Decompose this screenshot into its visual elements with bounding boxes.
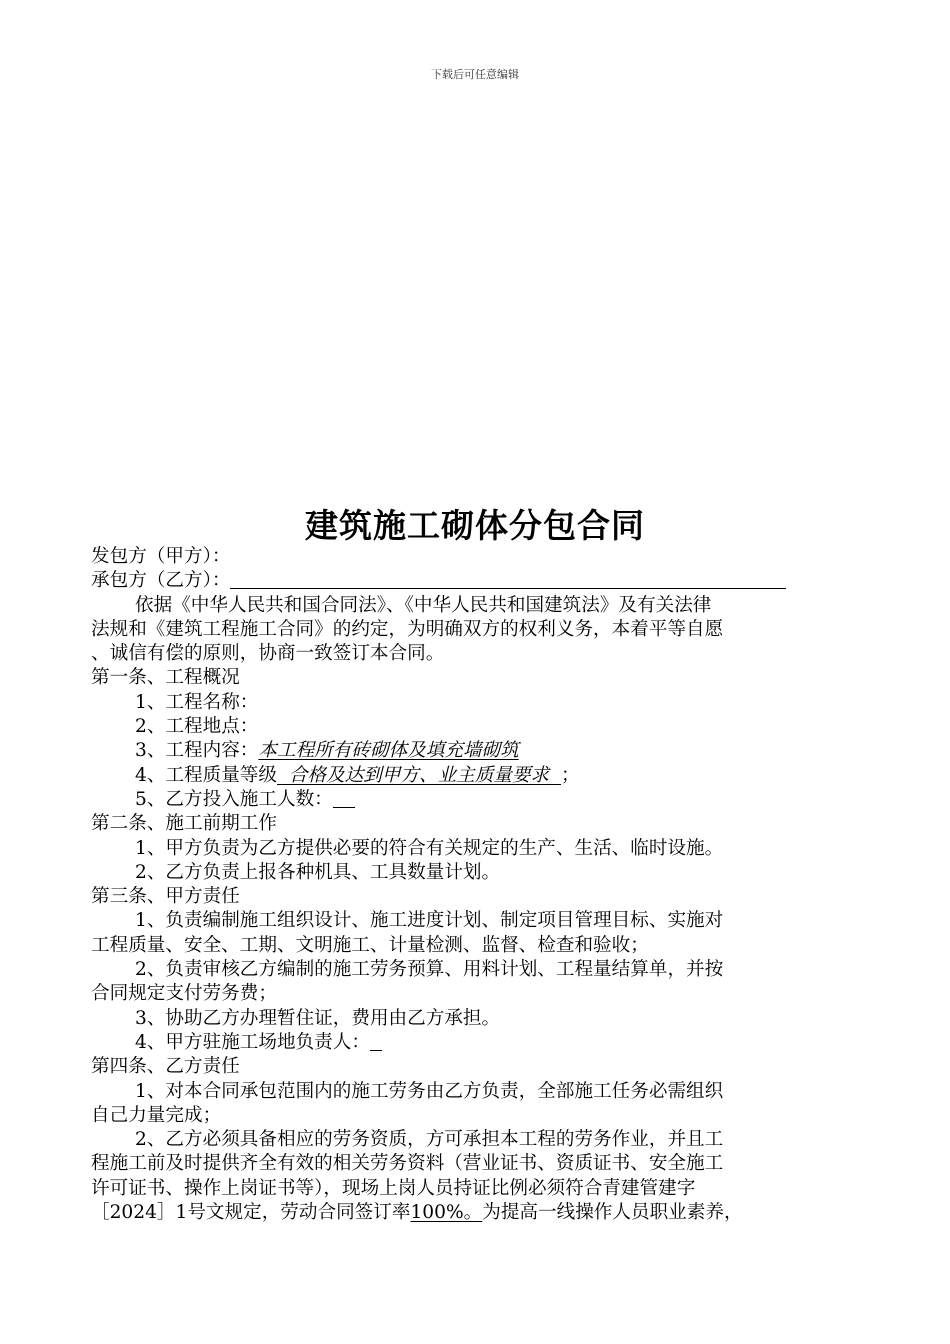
project-content-label: 3、工程内容：: [135, 740, 259, 762]
contract-body: [91, 545, 861, 1225]
quality-grade-label: 4、工程质量等级: [135, 764, 277, 786]
contract-title: 建筑施工砌体分包合同: [305, 506, 645, 545]
article-3-heading: 第三条、甲方责任: [91, 886, 240, 908]
project-content-item: [91, 739, 861, 763]
party-b-blank: [230, 570, 786, 589]
party-b-label: 承包方（乙方）：: [91, 570, 231, 592]
intro-line-1: 依据《中华人民共和国合同法》、《中华人民共和国建筑法》及有关法律: [135, 594, 712, 616]
article-4-item-2d: [91, 1201, 861, 1225]
workers-count-blank: [333, 789, 355, 808]
article-3-item-1b: 工程质量、安全、工期、文明施工、计量检测、监督、检查和验收；: [91, 934, 649, 956]
party-a-label: 发包方（甲方）：: [91, 546, 231, 567]
workers-count-item: [91, 788, 861, 812]
site-manager-blank: [370, 1032, 382, 1051]
workers-count-label: 5、乙方投入施工人数：: [135, 788, 333, 810]
article-3-item-2a: 2、负责审核乙方编制的施工劳务预算、用料计划、工程量结算单，并按: [135, 959, 724, 981]
article-3-item-3: 3、协助乙方办理暂住证，费用由乙方承担。: [135, 1007, 501, 1029]
site-manager-label: 4、甲方驻施工场地负责人：: [135, 1031, 370, 1053]
article-1-heading: 第一条、工程概况: [91, 667, 240, 689]
quality-grade-tail: ；: [560, 764, 580, 786]
article-4-heading: 第四条、乙方责任: [91, 1056, 240, 1078]
intro-line-3: 、诚信有偿的原则，协商一致签订本合同。: [91, 643, 445, 665]
project-location-item: 2、工程地点：: [135, 716, 259, 738]
quality-grade-item: [91, 764, 861, 788]
article-4-item-2c: 许可证书、操作上岗证书等），现场上岗人员持证比例必须符合青建管建字: [91, 1177, 696, 1199]
article-4-item-2b: 程施工前及时提供齐全有效的相关劳务资料（营业证书、资质证书、安全施工: [91, 1153, 724, 1175]
article-4-item-2d-post: 为提高一线操作人员职业素养，: [482, 1202, 743, 1224]
project-content-value: 本工程所有砖砌体及填充墙砌筑: [258, 740, 519, 762]
article-4-item-1b: 自己力量完成；: [91, 1104, 222, 1126]
article-4-item-1a: 1、对本合同承包范围内的施工劳务由乙方负责，全部施工任务必需组织: [135, 1080, 724, 1102]
article-3-item-2b: 合同规定支付劳务费；: [91, 983, 277, 1005]
project-name-item: 1、工程名称：: [135, 691, 259, 713]
article-3-item-4: [91, 1031, 861, 1055]
contract-rate-value: 100%。: [410, 1202, 483, 1224]
quality-grade-value: 合格及达到甲方、业主质量要求: [277, 764, 561, 786]
party-b-line: [91, 569, 861, 593]
article-2-item-2: 2、乙方负责上报各种机具、工具数量计划。: [135, 861, 501, 883]
article-2-heading: 第二条、施工前期工作: [91, 813, 277, 835]
article-4-item-2d-pre: ［2024］1号文规定，劳动合同签订率: [91, 1202, 411, 1224]
header-note: 下载后可任意编辑: [431, 68, 519, 81]
intro-line-2: 法规和《建筑工程施工合同》的约定，为明确双方的权利义务，本着平等自愿: [91, 618, 724, 640]
article-2-item-1: 1、甲方负责为乙方提供必要的符合有关规定的生产、生活、临时设施。: [135, 837, 724, 859]
article-3-item-1a: 1、负责编制施工组织设计、施工进度计划、制定项目管理目标、实施对: [135, 910, 724, 932]
article-4-item-2a: 2、乙方必须具备相应的劳务资质，方可承担本工程的劳务作业，并且工: [135, 1129, 724, 1151]
party-a-line: [91, 545, 861, 569]
